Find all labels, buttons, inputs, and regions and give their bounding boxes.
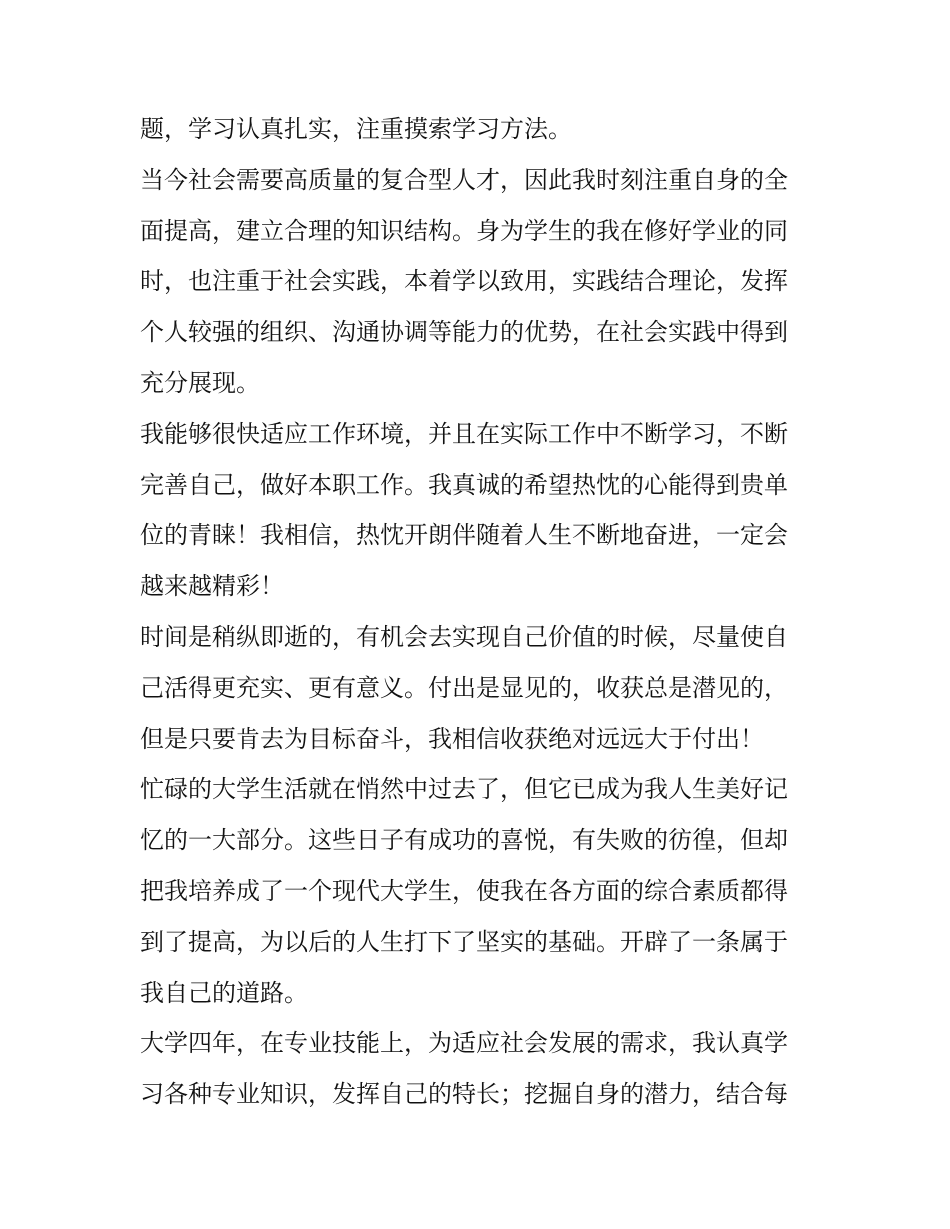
- text-line: 忙碌的大学生活就在悄然中过去了，但它已成为我人生美好记: [140, 775, 788, 804]
- text-line: 越来越精彩！: [140, 572, 284, 601]
- text-line: 己活得更充实、更有意义。付出是显见的，收获总是潜见的，: [140, 673, 788, 702]
- text-line: 完善自己，做好本职工作。我真诚的希望热忱的心能得到贵单: [140, 470, 788, 499]
- text-line: 到了提高，为以后的人生打下了坚实的基础。开辟了一条属于: [140, 927, 788, 956]
- text-line: 习各种专业知识，发挥自己的特长；挖掘自身的潜力，结合每: [140, 1080, 788, 1109]
- text-line: 我自己的道路。: [140, 978, 308, 1007]
- text-line: 我能够很快适应工作环境，并且在实际工作中不断学习，不断: [140, 419, 788, 448]
- text-line: 把我培养成了一个现代大学生，使我在各方面的综合素质都得: [140, 876, 788, 905]
- text-line: 大学四年，在专业技能上，为适应社会发展的需求，我认真学: [140, 1029, 788, 1058]
- text-line: 充分展现。: [140, 368, 260, 397]
- text-line: 但是只要肯去为目标奋斗，我相信收获绝对远远大于付出！: [140, 724, 764, 753]
- text-line: 时间是稍纵即逝的，有机会去实现自己价值的时候，尽量使自: [140, 622, 788, 651]
- text-line: 时，也注重于社会实践，本着学以致用，实践结合理论，发挥: [140, 267, 788, 296]
- text-line: 当今社会需要高质量的复合型人才，因此我时刻注重自身的全: [140, 165, 788, 194]
- document-body-text: [140, 104, 820, 1120]
- text-line: 面提高，建立合理的知识结构。身为学生的我在修好学业的同: [140, 216, 788, 245]
- text-line: 位的青睐！我相信，热忱开朗伴随着人生不断地奋进，一定会: [140, 521, 788, 550]
- text-line: 题，学习认真扎实，注重摸索学习方法。: [140, 115, 572, 143]
- text-line: 忆的一大部分。这些日子有成功的喜悦，有失败的彷徨，但却: [140, 826, 788, 855]
- text-line: 个人较强的组织、沟通协调等能力的优势，在社会实践中得到: [140, 318, 788, 347]
